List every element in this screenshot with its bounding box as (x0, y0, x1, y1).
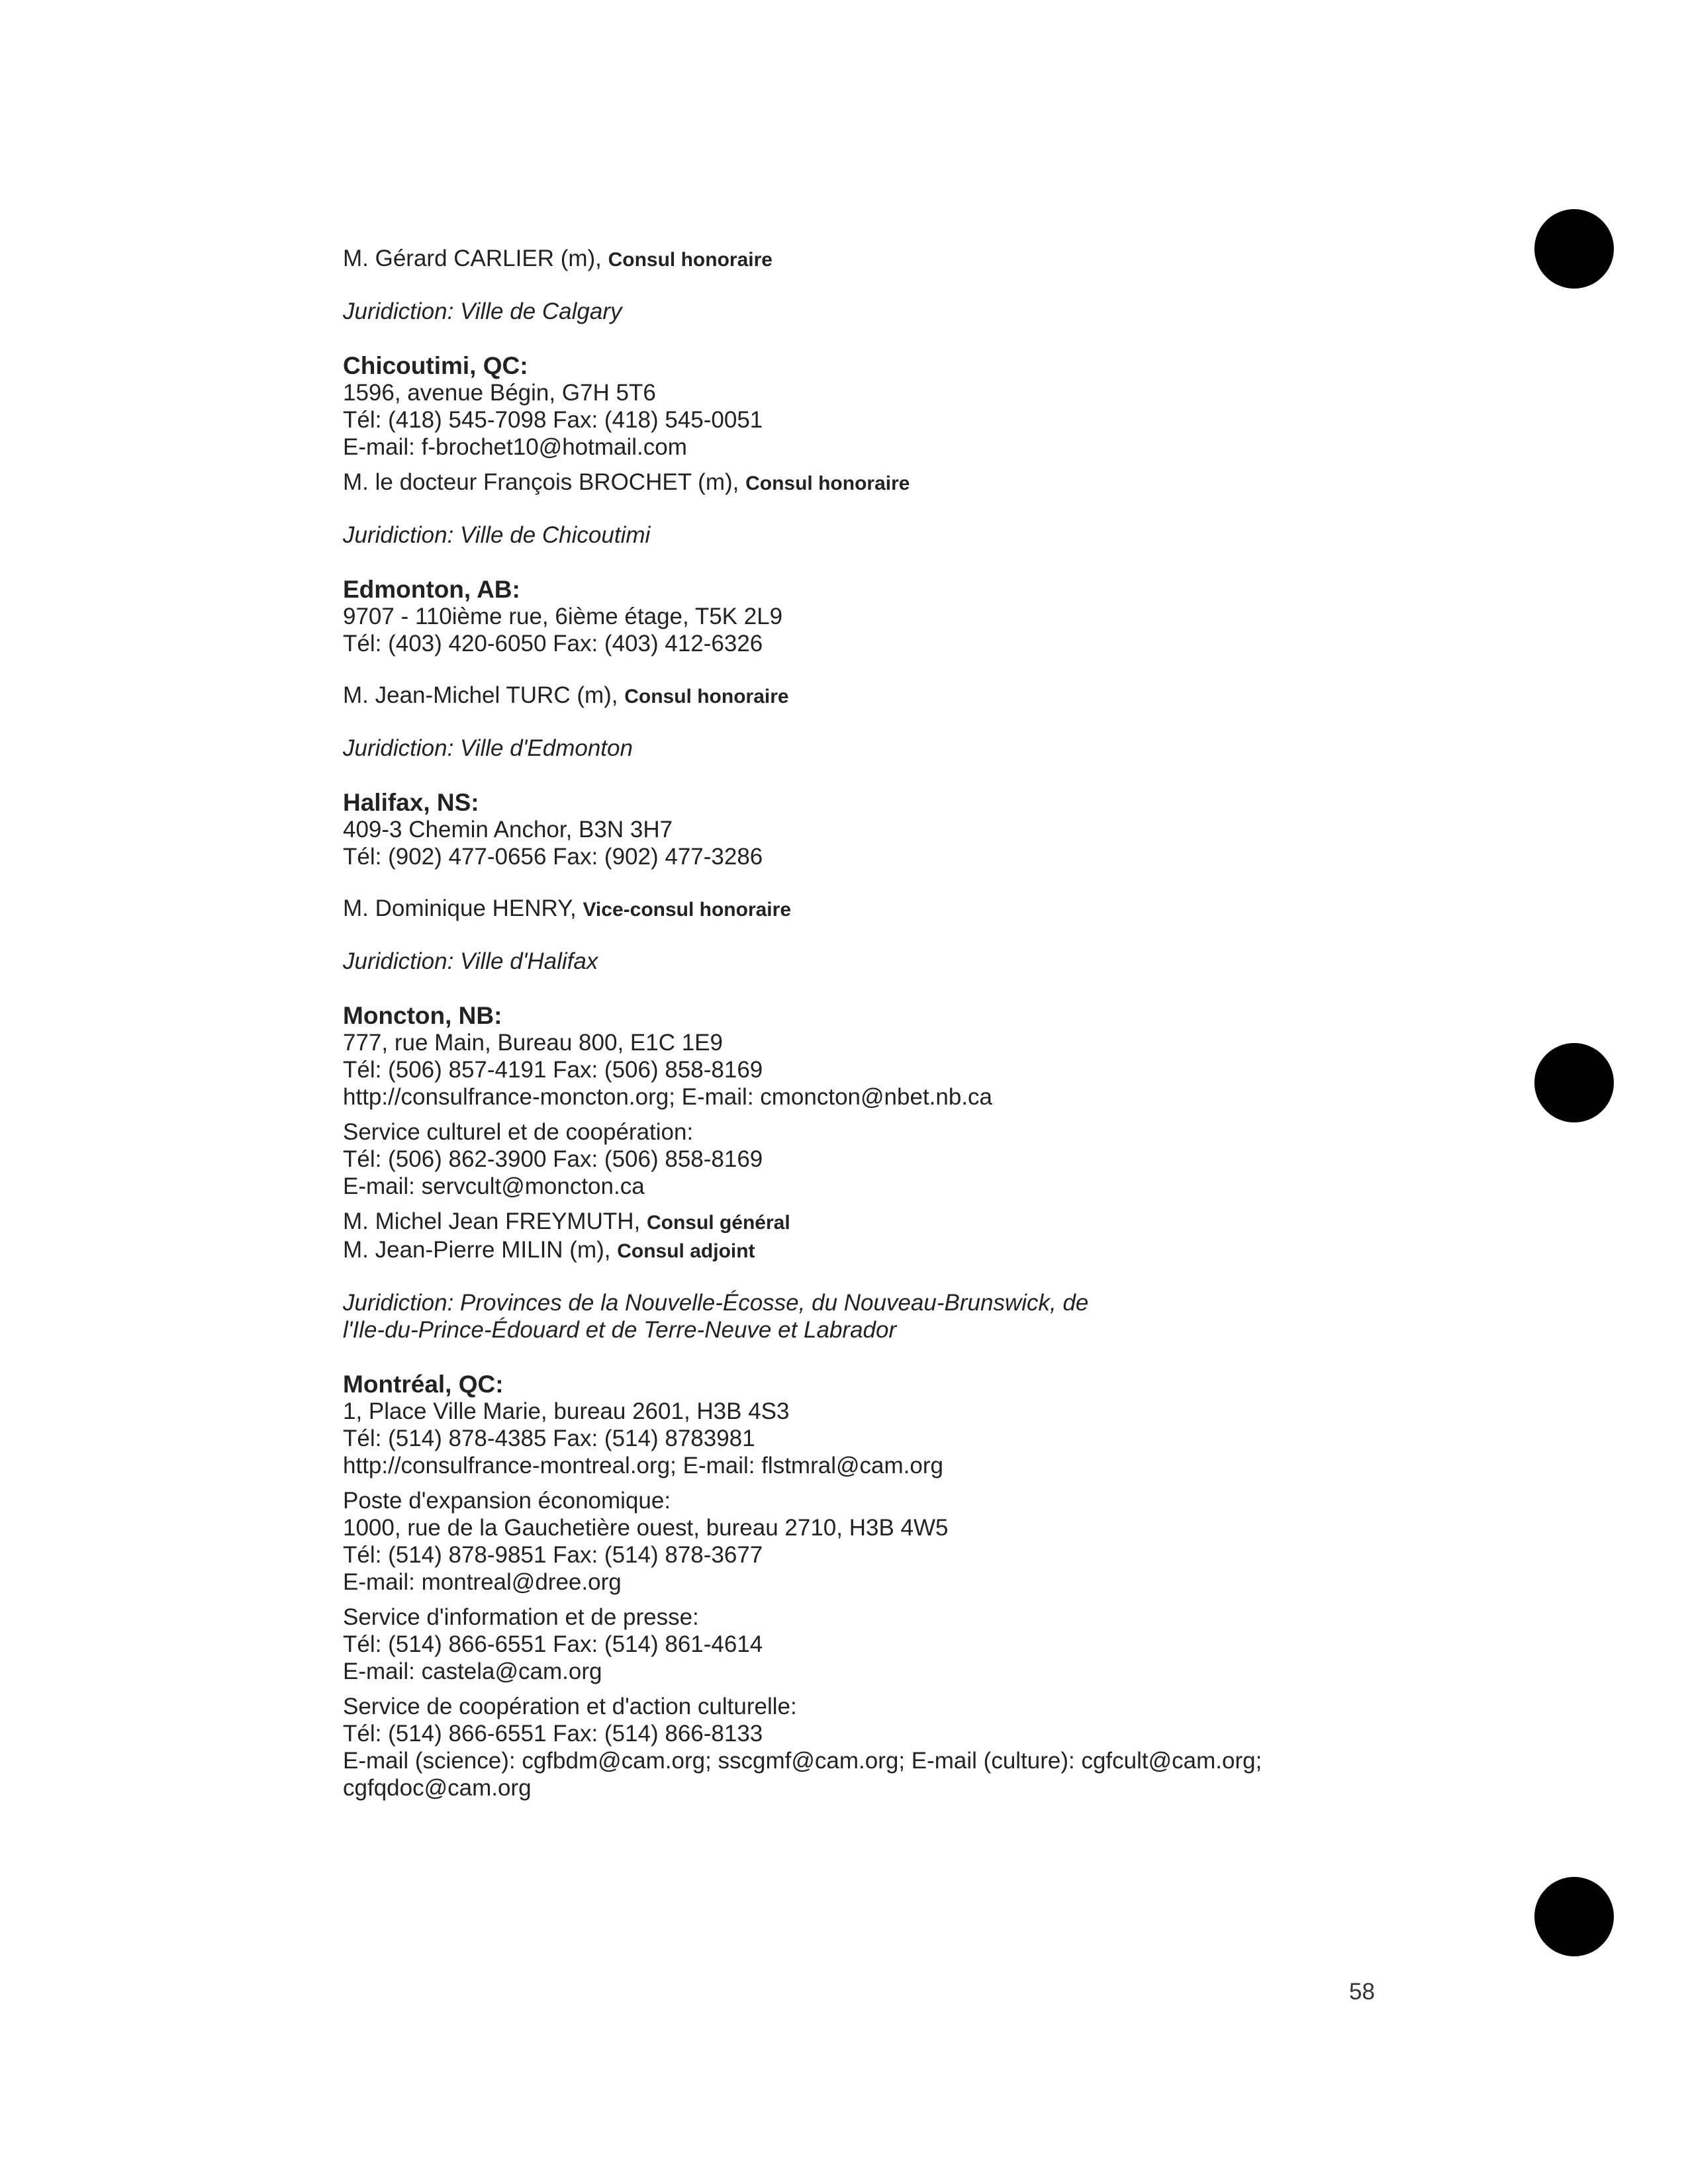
halifax-phone: Tél: (902) 477-0656 Fax: (902) 477-3286 (343, 844, 763, 870)
city-heading-montreal: Montréal, QC: (343, 1371, 504, 1398)
moncton-jurisdiction-line-2: l'Ile-du-Prince-Édouard et de Terre-Neuve et Labrador (343, 1317, 897, 1343)
punch-hole-top (1534, 209, 1614, 289)
chicoutimi-consul (343, 469, 1376, 497)
halifax-vice-consul (343, 895, 1376, 923)
city-heading-edmonton: Edmonton, AB: (343, 576, 520, 603)
montreal-expansion-email: E-mail: montreal@dree.org (343, 1569, 622, 1595)
page-number: 58 (1349, 1979, 1375, 2005)
person-name: M. Dominique HENRY, (343, 895, 583, 921)
chicoutimi-phone: Tél: (418) 545-7098 Fax: (418) 545-0051 (343, 407, 763, 433)
calgary-jurisdiction: Juridiction: Ville de Calgary (343, 298, 622, 324)
person-role: Consul honoraire (745, 473, 910, 494)
person-role: Consul adjoint (617, 1240, 755, 1262)
moncton-jurisdiction-line-1: Juridiction: Provinces de la Nouvelle-Écosse, du Nouveau-Brunswick, de (343, 1290, 1089, 1316)
punch-hole-bottom (1534, 1877, 1614, 1956)
moncton-consul-adjoint (343, 1236, 1376, 1265)
person-role: Vice-consul honoraire (583, 899, 791, 921)
moncton-service-title: Service culturel et de coopération: (343, 1119, 694, 1145)
montreal-cooperation-phone: Tél: (514) 866-6551 Fax: (514) 866-8133 (343, 1721, 763, 1747)
calgary-consul (343, 245, 1376, 273)
montreal-cooperation-title: Service de coopération et d'action culturelle: (343, 1694, 797, 1719)
punch-hole-middle (1534, 1043, 1614, 1122)
person-name: M. Jean-Pierre MILIN (m), (343, 1237, 618, 1263)
montreal-expansion-phone: Tél: (514) 878-9851 Fax: (514) 878-3677 (343, 1542, 763, 1568)
moncton-consul-general (343, 1208, 1376, 1236)
montreal-address: 1, Place Ville Marie, bureau 2601, H3B 4S3 (343, 1398, 790, 1424)
montreal-cooperation-email-line-2: cgfqdoc@cam.org (343, 1775, 532, 1801)
halifax-address: 409-3 Chemin Anchor, B3N 3H7 (343, 817, 673, 842)
montreal-press-email: E-mail: castela@cam.org (343, 1659, 602, 1684)
montreal-web-email: http://consulfrance-montreal.org; E-mail: flstmral@cam.org (343, 1453, 943, 1479)
person-role: Consul honoraire (608, 249, 773, 271)
person-name: M. le docteur François BROCHET (m), (343, 469, 746, 495)
person-name: M. Jean-Michel TURC (m), (343, 682, 625, 708)
chicoutimi-address: 1596, avenue Bégin, G7H 5T6 (343, 380, 656, 406)
moncton-service-phone: Tél: (506) 862-3900 Fax: (506) 858-8169 (343, 1146, 763, 1172)
moncton-phone: Tél: (506) 857-4191 Fax: (506) 858-8169 (343, 1057, 763, 1083)
chicoutimi-jurisdiction: Juridiction: Ville de Chicoutimi (343, 522, 651, 548)
edmonton-jurisdiction: Juridiction: Ville d'Edmonton (343, 735, 633, 761)
person-name: M. Michel Jean FREYMUTH, (343, 1208, 647, 1234)
consulate-directory (343, 245, 1376, 1801)
person-role: Consul honoraire (624, 686, 789, 707)
city-heading-chicoutimi: Chicoutimi, QC: (343, 352, 528, 379)
city-heading-moncton: Moncton, NB: (343, 1002, 502, 1029)
person-role: Consul général (646, 1212, 790, 1234)
montreal-phone: Tél: (514) 878-4385 Fax: (514) 8783981 (343, 1426, 755, 1451)
moncton-address: 777, rue Main, Bureau 800, E1C 1E9 (343, 1030, 723, 1056)
montreal-press-phone: Tél: (514) 866-6551 Fax: (514) 861-4614 (343, 1631, 763, 1657)
moncton-web-email: http://consulfrance-moncton.org; E-mail: cmoncton@nbet.nb.ca (343, 1084, 993, 1110)
montreal-cooperation-email-line-1: E-mail (science): cgfbdm@cam.org; sscgmf@cam.org; E-mail (culture): cgfcult@cam.org; (343, 1748, 1262, 1774)
montreal-expansion-title: Poste d'expansion économique: (343, 1488, 671, 1514)
moncton-service-email: E-mail: servcult@moncton.ca (343, 1173, 645, 1199)
halifax-jurisdiction: Juridiction: Ville d'Halifax (343, 948, 598, 974)
person-name: M. Gérard CARLIER (m), (343, 246, 608, 271)
edmonton-phone: Tél: (403) 420-6050 Fax: (403) 412-6326 (343, 631, 763, 657)
edmonton-address: 9707 - 110ième rue, 6ième étage, T5K 2L9 (343, 604, 783, 629)
montreal-expansion-address: 1000, rue de la Gauchetière ouest, bureau 2710, H3B 4W5 (343, 1515, 949, 1541)
city-heading-halifax: Halifax, NS: (343, 789, 479, 816)
edmonton-consul (343, 682, 1376, 710)
chicoutimi-email: E-mail: f-brochet10@hotmail.com (343, 434, 687, 460)
montreal-press-title: Service d'information et de presse: (343, 1604, 699, 1630)
